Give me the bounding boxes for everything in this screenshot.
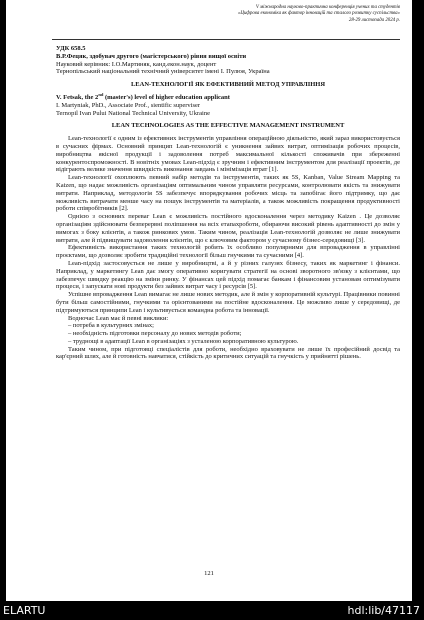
paragraph-6: Успішне впровадження Lean вимагає не лише нових методик, але й змін у корпоративній культурі. Працівники повинні бути більш самостійними, гнучкими та орієнтованими на постійне вдосконалення. Це можливо лише у середовищі, де підтримуються принципи Lean і культивується командна робота та інновації. xyxy=(56,291,400,314)
paragraph-3: Однією з основних переваг Lean є можливість постійного вдосконалення через методику Kaizen . Це дозволяє організаціям здійснювати безперервні поліпшення на всіх етапахроботи, обираючи високий рівень адаптивності до змін у вимогах з боку клієнтів, а також ринкових умов. Таким чином, реалізація Lean-технологій дозволяє не лише знижувати витрати, але й підвищувати задоволення клієнтів, що є ключовим фактором у сучасному бізнес-середовищі [3]. xyxy=(56,213,400,244)
ua-title: LEAN-ТЕХНОЛОГІЇ ЯК ЕФЕКТИВНИЙ МЕТОД УПРАВЛІННЯ xyxy=(130,81,326,89)
header-line-2: «Цифрова економіка як фактор інновацій та сталого розвитку суспільства» xyxy=(237,11,400,17)
running-header xyxy=(100,5,400,24)
paragraph-5: Lean-підхід застосовується не лише у виробництві, а й у різних галузях бізнесу, таких як маркетинг і фінанси. Наприклад, у маркетингу Lean дає змогу оперативно коригувати стратегії на основі зворотного зв'язку з клієнтами, що забезпечує швидку реакцію на зміни ринку. У фінансах цей підхід помагає банкам і фінансовим установам оптимізувати процеси, і запускати нові продукти без зайвих витрат часу і ресурсів [5]. xyxy=(56,259,400,291)
en-title: LEAN TECHNOLOGIES AS THE EFFECTIVE MANAGEMENT INSTRUMENT xyxy=(111,122,345,130)
header-line-1: V міжнародна науково-практична конференція учених та студентів xyxy=(255,5,400,10)
ua-supervisor: Науковий керівник: І.О.Мартиняк, канд.екон.наук, доцент xyxy=(56,60,217,68)
closing-paragraph: Таким чином, при підготовці спеціалістів для роботи, необхідно враховувати не лише їх професійний досвід та кар'єрний шлях, але й готовність навчатися, стійкість до критичних ситуацій та гнучкість у прийнятті рішень. xyxy=(56,345,400,361)
footer-repository: ELARTU xyxy=(3,604,46,617)
paragraph-7: Водночас Lean має й певні виклики: xyxy=(68,314,169,322)
page-number: 121 xyxy=(204,570,214,577)
article-body xyxy=(56,45,400,361)
en-supervisor: I. Martyniak, PhD., Associate Prof., sientific superviser xyxy=(56,101,201,109)
en-author-post: (master's) level of higher education applicant xyxy=(103,93,230,101)
paragraph-4: Ефективність використання таких технологій робить їх особливо популярними для впровадження в управлінні проєктами, що дозволяє зробити традиційні технології більш гнучкими та сучасними [4]. xyxy=(56,244,400,260)
paragraph-2: Lean-технології охоплюють певний набір методів та інструментів, таких як 5S, Kanban, Value Stream Mapping та Kaizen, що надає можливість організаціям оптимальним чином управляти ресурсами, контролювати якість та знижувати витрати. Наприклад, методологія 5S забезпечує впорядкування робочих місць та запобігає його підтримку, що дає можливість витрачати менше часу на пошук інструментів та матеріалів, а також можливість покращення продуктивності роботи співробітників [2]. xyxy=(56,174,400,213)
udc-code: УДК 658.5 xyxy=(56,45,86,52)
bullet-1: – потреба в культурних змінах; xyxy=(68,322,154,330)
en-author-sup: nd xyxy=(98,91,104,97)
header-line-3: 28-29 листопада 2024 р. xyxy=(348,17,400,23)
bullet-2: – необхідність підготовки персоналу до нових методів роботи; xyxy=(68,330,242,338)
en-affiliation: Ternopil Ivan Pului National Technical University, Ukraine xyxy=(56,109,210,117)
ua-author: В.Р.Фецяк, здобувач другого (магістерського) рівня вищої освіти xyxy=(56,52,247,60)
header-rule xyxy=(52,39,400,40)
footer-handle: hdl:lib/47117 xyxy=(347,604,420,617)
en-author-pre: V. Fetsak, the 2 xyxy=(56,93,99,101)
footer-bar xyxy=(0,601,424,620)
bullet-3: – труднощі в адаптації Lean в організаціях з усталеною корпоративною культурою. xyxy=(68,337,299,345)
ua-affiliation: Тернопільський національний технічний університет імені І. Пулюя, Україна xyxy=(56,68,270,76)
paragraph-1: Lean-технології є одним із ефективних інструментів управління операційною діяльністю, який зараз використовується в сучасних фірмах. Основний принцип Lean-технологій є уникнення зайвих витрат, оптимізація робочих процесів, виробництва якісної продукції і задоволення потреб максимальної кількості споживачів при збереженні конкурентоспроможності. В новітніх умовах Lean-підхід є зручним і ефективним інструментом для реалізації проектів, де відіграють велике значення швидкість виконання завдань і мінімізація втрат [1]. xyxy=(56,135,400,174)
paper-page xyxy=(6,0,412,601)
en-author xyxy=(56,91,400,102)
